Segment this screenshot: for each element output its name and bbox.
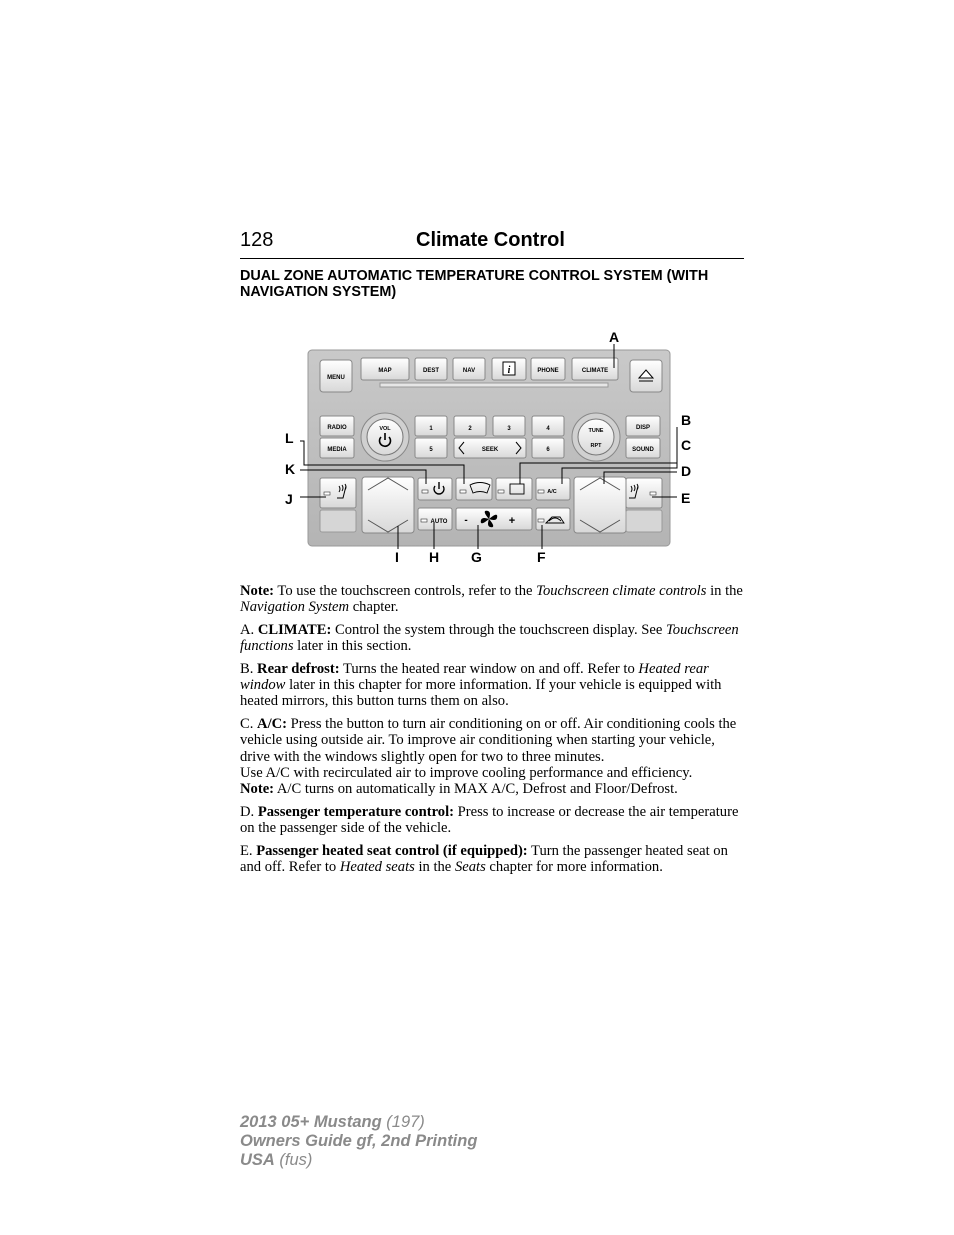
dest-label: DEST [422, 368, 440, 374]
footer-model: 2013 05+ Mustang [240, 1113, 382, 1131]
preset-6-label: 6 [546, 447, 550, 453]
callout-b: B [681, 412, 692, 428]
ac-indicator [538, 490, 544, 493]
auto-indicator [421, 519, 427, 522]
disc-slot [380, 383, 608, 387]
callout-h: H [429, 549, 440, 565]
chapter-title: Climate Control [416, 229, 565, 251]
map-label: MAP [378, 368, 392, 374]
item-a [240, 622, 745, 655]
footer [240, 1113, 477, 1170]
driver-seat-spare-button[interactable] [320, 510, 356, 532]
callout-a: A [609, 329, 620, 345]
item-e-text-mid: in the [414, 859, 455, 876]
power-button[interactable] [418, 478, 452, 500]
ac-label: A/C [547, 489, 557, 495]
driver-heated-seat-indicator [324, 492, 330, 495]
item-e-reference: Heated seats [339, 859, 415, 876]
fan-plus-label: + [508, 515, 516, 527]
item-b-text-end: later in this chapter for more information. If your vehicle is equipped with heated mirrors, this button turns them on also. [240, 677, 722, 710]
svg-text:i: i [507, 365, 511, 376]
vol-label: VOL [379, 426, 391, 432]
control-panel-illustration [240, 320, 744, 580]
item-b-reference: Heated rear window [240, 660, 709, 694]
item-a-text-end: later in this section. [293, 638, 412, 655]
passenger-seat-spare-button[interactable] [626, 510, 662, 532]
callout-f: F [537, 549, 546, 565]
max-defrost-button[interactable] [456, 478, 492, 500]
tune-label: TUNE [588, 428, 604, 434]
item-a-reference: Touchscreen functions [240, 621, 739, 655]
footer-line-1 [240, 1113, 477, 1132]
note-text: To use the touchscreen controls, refer to the [274, 583, 537, 599]
preset-4-label: 4 [546, 426, 550, 432]
note-reference-2: Navigation System [240, 599, 350, 616]
callout-k: K [285, 461, 296, 477]
rpt-label: RPT [590, 443, 602, 449]
auto-label: AUTO [430, 519, 448, 525]
callout-j: J [285, 491, 293, 507]
item-c-text: Press the button to turn air conditioning on or off. Air conditioning cools the vehicle using outside air. To improve air conditioning when starting your vehicle, drive with the windows slightly open for two to three minutes. [240, 715, 737, 765]
item-a-label: CLIMATE: [257, 621, 332, 638]
footer-line-3 [240, 1151, 477, 1170]
item-c-note-text: A/C turns on automatically in MAX A/C, Defrost and Floor/Defrost. [274, 781, 678, 798]
preset-1-label: 1 [429, 426, 433, 432]
nav-label: NAV [462, 368, 476, 374]
page-number: 128 [240, 229, 274, 251]
item-b-text: Turns the heated rear window on and off. Refer to [339, 660, 639, 677]
callout-i: I [395, 549, 399, 565]
item-c-label: A/C: [257, 715, 288, 732]
item-d [240, 804, 745, 837]
callout-l: L [285, 430, 294, 446]
item-a-text: Control the system through the touchscreen display. See [331, 621, 667, 638]
item-b-letter: B. [240, 660, 258, 677]
passenger-heated-seat-indicator [650, 492, 656, 495]
climate-label: CLIMATE [581, 368, 609, 374]
body-text [240, 583, 745, 882]
max-defrost-indicator [460, 490, 466, 493]
item-c-note-label: Note: [240, 781, 275, 798]
callout-e: E [681, 490, 691, 506]
fan-minus-label: - [464, 515, 468, 526]
footer-market: USA [240, 1151, 275, 1169]
passenger-temperature-control[interactable] [574, 477, 626, 533]
power-indicator [422, 490, 428, 493]
item-e-text-end: chapter for more information. [485, 859, 663, 876]
item-e-reference-2: Seats [454, 859, 486, 876]
recirculation-indicator [538, 519, 544, 522]
callout-d: D [681, 463, 692, 479]
rear-defrost-button[interactable] [496, 478, 532, 500]
item-b [240, 661, 745, 710]
item-c-note [240, 781, 745, 797]
item-e-label: Passenger heated seat control (if equipped): [256, 842, 528, 859]
disp-label: DISP [635, 425, 651, 431]
note-label: Note: [240, 583, 275, 599]
phone-label: PHONE [537, 368, 559, 374]
item-d-label: Passenger temperature control: [257, 803, 454, 820]
driver-temperature-control[interactable] [362, 477, 414, 533]
callout-g: G [471, 549, 482, 565]
seek-label: SEEK [481, 447, 499, 453]
section-title: DUAL ZONE AUTOMATIC TEMPERATURE CONTROL SYSTEM (WITH NAVIGATION SYSTEM) [240, 268, 709, 300]
note-text-mid: in the [706, 583, 743, 599]
item-a-letter: A. [240, 621, 258, 638]
rear-defrost-indicator [498, 490, 504, 493]
footer-market-code: (fus) [274, 1151, 313, 1169]
item-c-extra: Use A/C with recirculated air to improve cooling performance and efficiency. [240, 765, 693, 782]
header-divider [240, 258, 744, 259]
callout-c: C [681, 437, 692, 453]
item-b-label: Rear defrost: [257, 660, 340, 677]
footer-line-2: Owners Guide gf, 2nd Printing [240, 1132, 478, 1150]
tune-knob[interactable] [578, 419, 614, 455]
item-c-letter: C. [240, 715, 258, 732]
item-e-text: Turn the passenger heated seat on and off. Refer to [240, 842, 728, 876]
preset-5-label: 5 [429, 447, 433, 453]
note-reference: Touchscreen climate controls [536, 583, 707, 599]
item-d-letter: D. [240, 803, 258, 820]
item-d-text: Press to increase or decrease the air temperature on the passenger side of the vehicle. [240, 803, 739, 837]
preset-2-label: 2 [468, 426, 472, 432]
media-label: MEDIA [327, 447, 347, 453]
footer-model-code: (197) [381, 1113, 425, 1131]
note-touchscreen [240, 583, 745, 616]
radio-label: RADIO [327, 425, 347, 431]
control-panel-figure [240, 320, 744, 580]
item-c [240, 716, 745, 765]
preset-3-label: 3 [507, 426, 511, 432]
passenger-heated-seat-button[interactable] [626, 478, 662, 508]
menu-label: MENU [327, 375, 345, 381]
item-e [240, 843, 745, 876]
sound-label: SOUND [632, 447, 654, 453]
note-text-end: chapter. [349, 599, 399, 616]
item-e-letter: E. [240, 842, 257, 859]
